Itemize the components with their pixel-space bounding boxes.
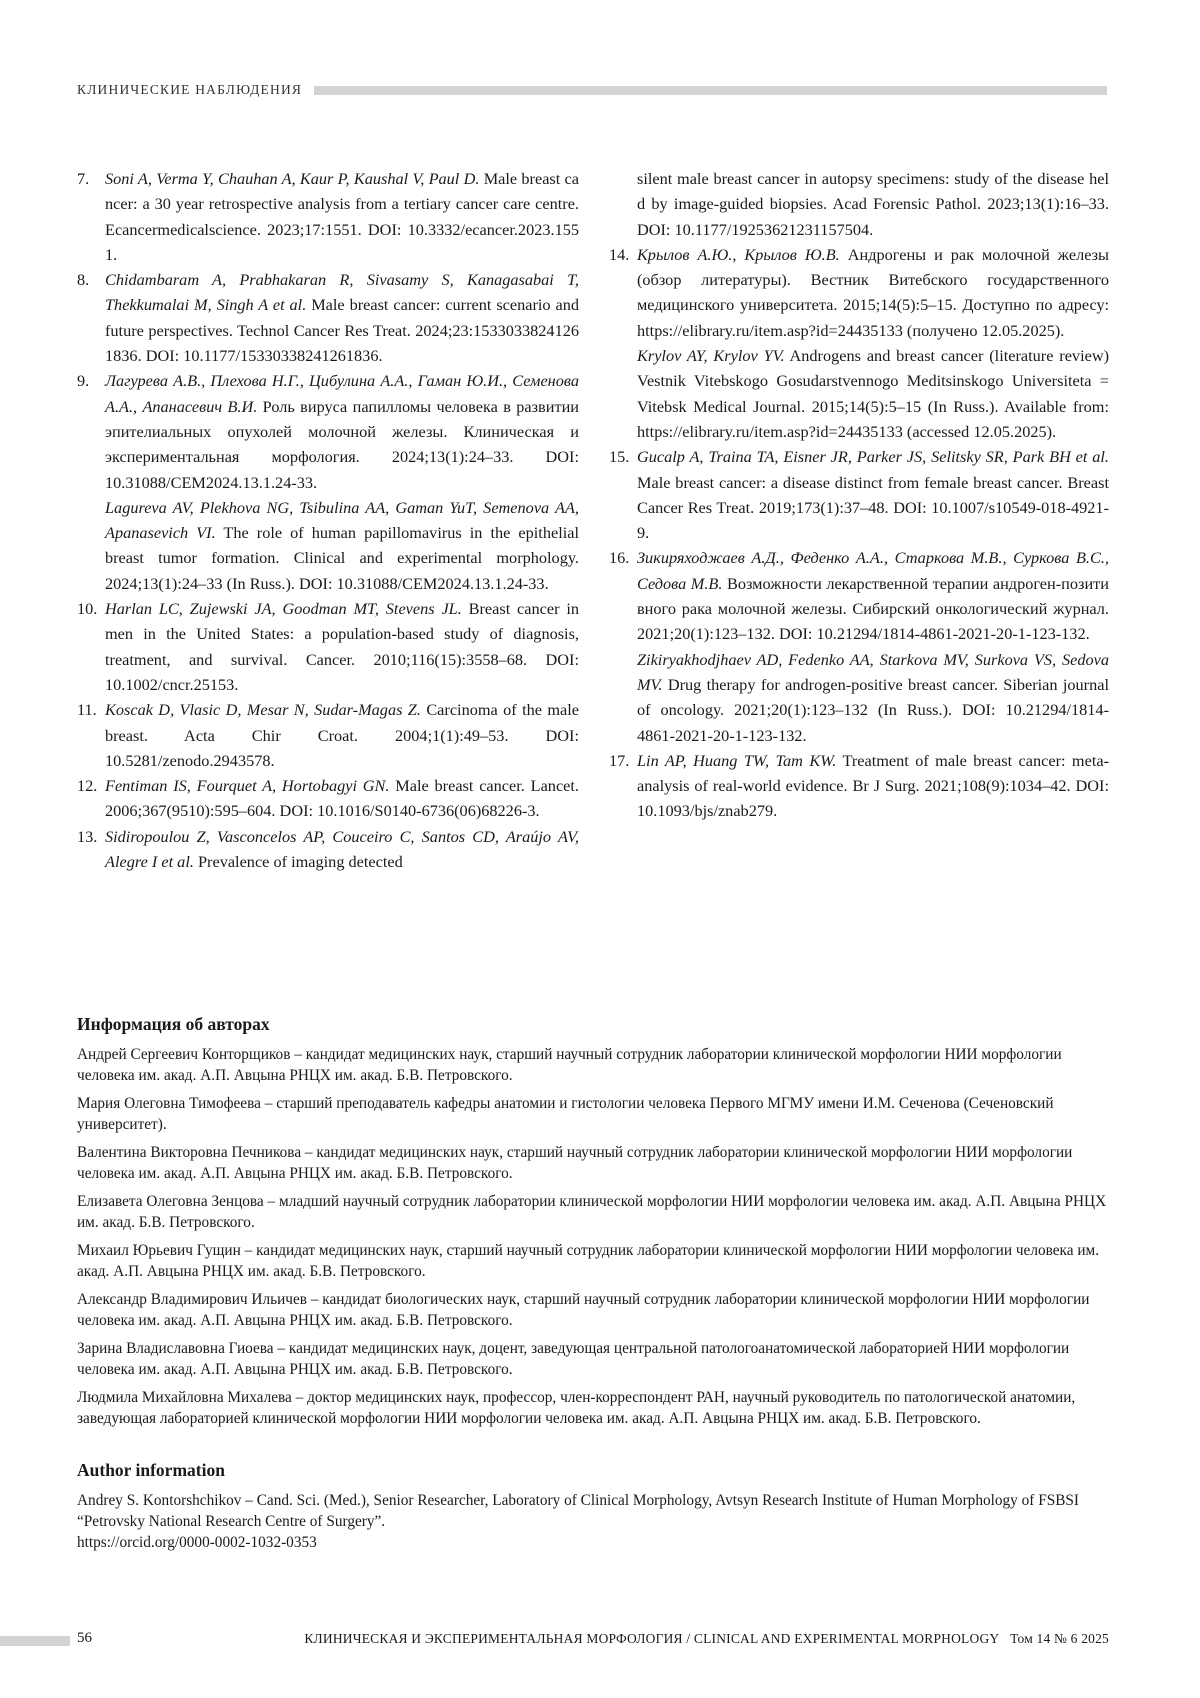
reference-number: 15. (609, 444, 637, 545)
reference-item (77, 824, 579, 875)
reference-text: The role of human papillomavirus in the epithelial breast tumor formation. Clinical and experimental morphology. 2024;13(1):24–33 (In Russ.). DOI: 10.31088/CEM2024.13.1.24-33. (105, 523, 579, 593)
author-entry: Andrey S. Kontorshchikov – Cand. Sci. (Med.), Senior Researcher, Laboratory of Clinical Morphology, Avtsyn Research Institute of Human Morphology of FSBSI “Petrovsky National Research Centre of Surgery”. (77, 1490, 1117, 1532)
orcid-link[interactable]: https://orcid.org/0000-0002-1032-0353 (77, 1532, 1117, 1553)
author-entry: Людмила Михайловна Михалева – доктор медицинских наук, профессор, член-корреспондент РАН, научный руководитель по патологической анатомии, заведующая лабораторией клинической морфологии НИИ морфологии человека им. акад. А.П. Авцына РНЦХ им. акад. Б.В. Петровского. (77, 1387, 1117, 1429)
author-entry: Елизавета Олеговна Зенцова – младший научный сотрудник лаборатории клинической морфологии НИИ морфологии человека им. акад. А.П. Авцына РНЦХ им. акад. Б.В. Петровского. (77, 1191, 1117, 1233)
reference-text: Андрогены и рак молочной железы (обзор литературы). Вестник Витебского государственного медицинского университета. 2015;14(5):5–15. Доступно по адресу: https://elibrary.ru/item.asp?id=24435133 (получено 12.05.2025). (637, 245, 1109, 340)
section-title: КЛИНИЧЕСКИЕ НАБЛЮДЕНИЯ (77, 82, 302, 98)
reference-authors: Крылов А.Ю., Крылов Ю.В. (637, 245, 840, 264)
reference-authors: Лагурева А.В., Плехова Н.Г., Цибулина А.А., Гаман Ю.И., Семенова А.А., Апанасевич В.И. (105, 371, 579, 415)
author-entry: Михаил Юрьевич Гущин – кандидат медицинских наук, старший научный сотрудник лаборатории клинической морфологии НИИ морфологии человека им. акад. А.П. Авцына РНЦХ им. акад. Б.В. Петровского. (77, 1240, 1117, 1282)
reference-text: Prevalence of imaging detected (194, 852, 403, 871)
reference-item (77, 773, 579, 824)
reference-number: 16. (609, 545, 637, 747)
reference-authors: Koscak D, Vlasic D, Mesar N, Sudar-Magas Z. (105, 700, 421, 719)
references-left-column (77, 166, 579, 874)
author-entry: Зарина Владиславовна Гиоева – кандидат медицинских наук, доцент, заведующая центральной патологоанатомической лабораторией НИИ морфологии человека им. акад. А.П. Авцына РНЦХ им. акад. Б.В. Петровского. (77, 1338, 1117, 1380)
reference-number: 11. (77, 697, 105, 773)
reference-authors: Lagureva AV, Plekhova NG, Tsibulina AA, Gaman YuT, Semenova AA, Apanasevich VI. (105, 498, 579, 542)
reference-number: 10. (77, 596, 105, 697)
reference-text: Male breast cancer: a disease distinct from female breast cancer. Breast Cancer Res Treat. 2019;173(1):37–48. DOI: 10.1007/s10549-018-4921-9. (637, 473, 1109, 543)
reference-authors: Soni A, Verma Y, Chauhan A, Kaur P, Kaushal V, Paul D. (105, 169, 479, 188)
reference-item (609, 545, 1109, 747)
reference-authors: Krylov AY, Krylov YV. (637, 346, 785, 365)
page-footer (0, 1628, 1200, 1652)
author-info-ru (77, 1014, 1117, 1436)
reference-item (609, 444, 1109, 545)
reference-number: 12. (77, 773, 105, 824)
reference-authors: Harlan LC, Zujewski JA, Goodman MT, Stevens JL. (105, 599, 462, 618)
reference-item (609, 242, 1109, 444)
reference-number: 14. (609, 242, 637, 444)
reference-authors: Зикиряходжаев А.Д., Феденко А.А., Старкова М.В., Суркова В.С., Седова М.В. (637, 548, 1109, 592)
reference-text: Drug therapy for androgen-positive breast cancer. Siberian journal of oncology. 2021;20(1):123–132 (In Russ.). DOI: 10.21294/1814-4861-2021-20-1-123-132. (637, 675, 1109, 745)
reference-item (77, 267, 579, 368)
reference-text: Male breast cancer. Lancet. 2006;367(9510):595–604. DOI: 10.1016/S0140-6736(06)68226-3. (105, 776, 579, 820)
reference-text: Androgens and breast cancer (literature review) Vestnik Vitebskogo Gosudarstvennogo Meditsinskogo Universiteta = Vitebsk Medical Journal. 2015;14(5):5–15 (In Russ.). Available from: https://elibrary.ru/item.asp?id=24435133 (accessed 12.05.2025). (637, 346, 1109, 441)
reference-number: 8. (77, 267, 105, 368)
reference-number: 9. (77, 368, 105, 596)
running-head (77, 80, 1107, 100)
reference-text: Возможности лекарственной терапии андроген-позитивного рака молочной железы. Сибирский онкологический журнал. 2021;20(1):123–132. DOI: 10.21294/1814-4861-2021-20-1-123-132. (637, 574, 1109, 644)
reference-authors: Gucalp A, Traina TA, Eisner JR, Parker JS, Selitsky SR, Park BH et al. (637, 447, 1109, 466)
reference-item (77, 596, 579, 697)
reference-item (609, 748, 1109, 824)
references-right-column (609, 166, 1109, 824)
reference-authors: Chidambaram A, Prabhakaran R, Sivasamy S, Kanagasabai T, Thekkumalai M, Singh A et al. (105, 270, 579, 314)
reference-authors: Fentiman IS, Fourquet A, Hortobagyi GN. (105, 776, 389, 795)
reference-text: Male breast cancer: current scenario and future perspectives. Technol Cancer Res Treat. 2024;23:15330338241261836. DOI: 10.1177/15330338241261836. (105, 295, 579, 365)
reference-number: 7. (77, 166, 105, 267)
reference-text: Male breast cancer: a 30 year retrospective analysis from a tertiary cancer care centre. Ecancermedicalscience. 2023;17:1551. DOI: 10.3332/ecancer.2023.1551. (105, 169, 579, 264)
journal-issue: Том 14 № 6 2025 (1010, 1631, 1109, 1646)
reference-text: Роль вируса папилломы человека в развитии эпителиальных опухолей молочной железы. Клиническая и экспериментальная морфология. 2024;13(1):24–33. DOI: 10.31088/CEM2024.13.1.24-33. (105, 397, 579, 492)
author-entry: Андрей Сергеевич Конторщиков – кандидат медицинских наук, старший научный сотрудник лаборатории клинической морфологии НИИ морфологии человека им. акад. А.П. Авцына РНЦХ им. акад. Б.В. Петровского. (77, 1044, 1117, 1086)
author-info-heading: Author information (77, 1460, 1117, 1481)
reference-item (77, 166, 579, 267)
author-info-en (77, 1460, 1117, 1560)
reference-text: Breast cancer in men in the United States: a population-based study of diagnosis, treatment, and survival. Cancer. 2010;116(15):3558–68. DOI: 10.1002/cncr.25153. (105, 599, 579, 694)
author-entry: Валентина Викторовна Печникова – кандидат медицинских наук, старший научный сотрудник лаборатории клинической морфологии НИИ морфологии человека им. акад. А.П. Авцына РНЦХ им. акад. Б.В. Петровского. (77, 1142, 1117, 1184)
page-number: 56 (77, 1630, 92, 1647)
author-entry: Мария Олеговна Тимофеева – старший преподаватель кафедры анатомии и гистологии человека Первого МГМУ имени И.М. Сеченова (Сеченовский университет). (77, 1093, 1117, 1135)
reference-continuation: silent male breast cancer in autopsy specimens: study of the disease held by image-guided biopsies. Acad Forensic Pathol. 2023;13(1):16–33. DOI: 10.1177/19253621231157504. (609, 166, 1109, 242)
footer-rule (0, 1636, 70, 1646)
journal-info (304, 1631, 1109, 1647)
reference-text: Carcinoma of the male breast. Acta Chir Croat. 2004;1(1):49–53. DOI: 10.5281/zenodo.2943578. (105, 700, 579, 770)
reference-text: Treatment of male breast cancer: meta-analysis of real-world evidence. Br J Surg. 2021;108(9):1034–42. DOI: 10.1093/bjs/znab279. (637, 751, 1109, 821)
reference-number: 17. (609, 748, 637, 824)
journal-title: КЛИНИЧЕСКАЯ И ЭКСПЕРИМЕНТАЛЬНАЯ МОРФОЛОГИЯ / CLINICAL AND EXPERIMENTAL MORPHOLOGY (304, 1631, 999, 1646)
reference-authors: Zikiryakhodjhaev AD, Fedenko AA, Starkova MV, Surkova VS, Sedova MV. (637, 650, 1109, 694)
author-info-heading: Информация об авторах (77, 1014, 1117, 1035)
reference-number: 13. (77, 824, 105, 875)
reference-item (77, 697, 579, 773)
reference-authors: Lin AP, Huang TW, Tam KW. (637, 751, 836, 770)
reference-item (77, 368, 579, 596)
reference-authors: Sidiropoulou Z, Vasconcelos AP, Couceiro C, Santos CD, Araújo AV, Alegre I et al. (105, 827, 579, 871)
author-entry: Александр Владимирович Ильичев – кандидат биологических наук, старший научный сотрудник лаборатории клинической морфологии НИИ морфологии человека им. акад. А.П. Авцына РНЦХ им. акад. Б.В. Петровского. (77, 1289, 1117, 1331)
header-rule (314, 86, 1107, 95)
